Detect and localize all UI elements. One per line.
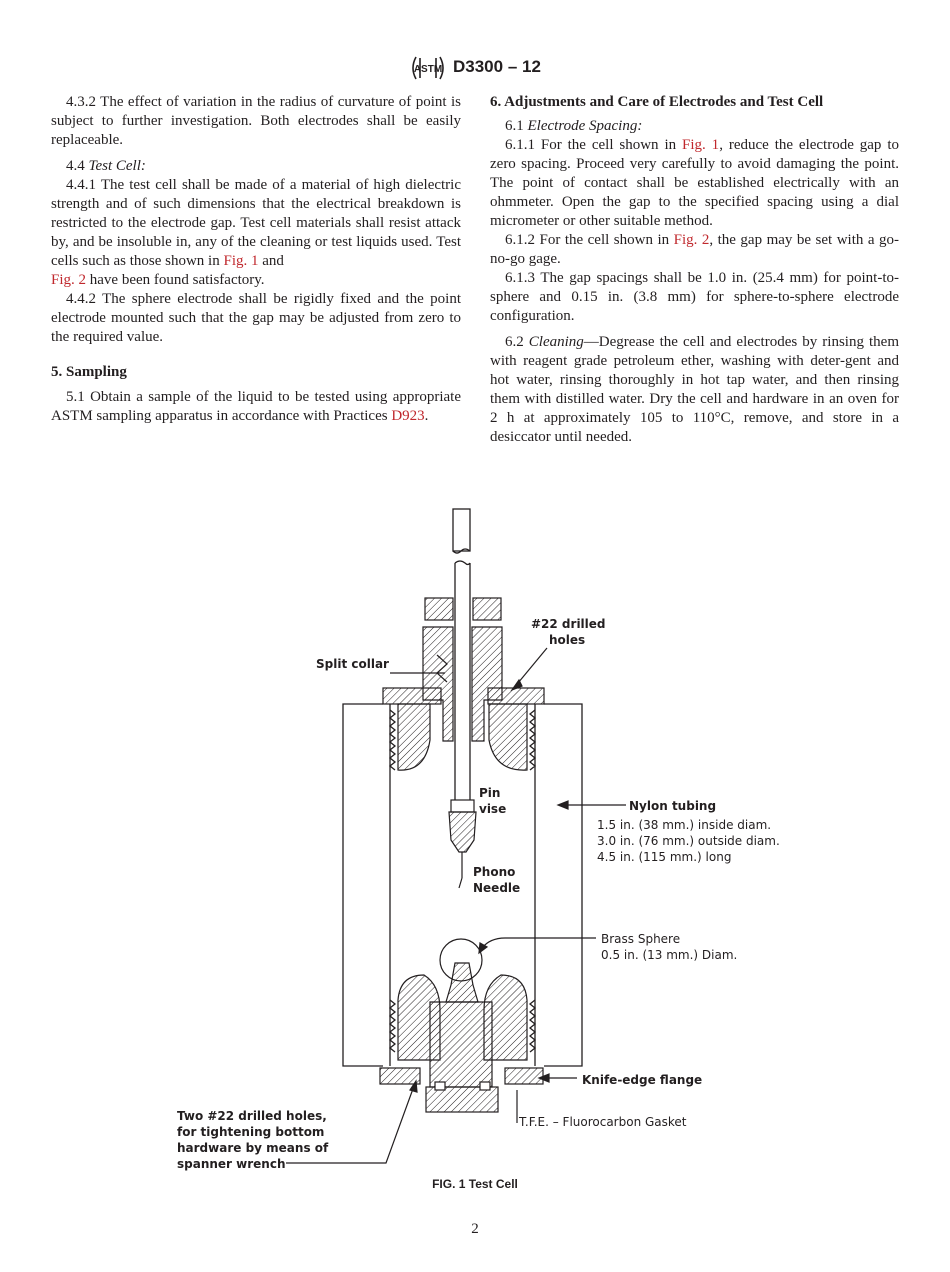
astm-logo-text: ASTM: [413, 64, 443, 75]
paragraph-text: have been found satisfactory.: [86, 272, 265, 288]
top-collar: [423, 598, 502, 741]
paragraph-6-1-3: 6.1.3 The gap spacings shall be 1.0 in. (25.4 mm) for point-to-sphere and 0.15 in. (3.8 mm) for sphere-to-sphere electrode configuration.: [490, 270, 899, 324]
top-flange: [383, 688, 544, 770]
paragraph-6-1: [490, 117, 899, 136]
paragraph-text: —Degrease the cell and electrodes by rinsing them with reagent grade petroleum ether, washing with deter-gent and hot water, rinsing thoroughly in hot tap water, and then rinsing them with distilled water. Dry the cell and hardware in an oven for 2 h at approximately 105 to 110°C, remove, and store in a desiccator until needed.: [490, 334, 899, 445]
bottom-hardware: [380, 975, 543, 1112]
paragraph-text: , the gap may be set with a go-no-go gage.: [490, 232, 900, 267]
paragraph-text: .: [424, 408, 429, 424]
label-knife-edge-flange: Knife-edge flange: [582, 1073, 703, 1087]
section-title: Cleaning: [528, 334, 584, 350]
label-two-holes-3: hardware by means of: [177, 1141, 329, 1155]
astm-logo-icon: [408, 54, 448, 82]
section-number: 4.4: [66, 158, 89, 174]
nylon-tubing: [343, 704, 582, 1066]
label-gasket: T.F.E. – Fluorocarbon Gasket: [519, 1115, 687, 1129]
page-number: 2: [471, 1221, 479, 1237]
label-nylon-inside: 1.5 in. (38 mm.) inside diam.: [597, 818, 772, 832]
label-two-holes-4: spanner wrench: [177, 1157, 286, 1171]
label-drilled-holes-1: #22 drilled: [531, 617, 606, 631]
label-brass-sphere-1: Brass Sphere: [601, 932, 681, 946]
paragraph-4-4-2: 4.4.2 The sphere electrode shall be rigidly fixed and the point electrode mounted such that the gap may be adjusted from zero to the required value.: [51, 291, 461, 345]
left-column: [51, 93, 461, 426]
page-header: [0, 54, 950, 84]
section-title: Electrode Spacing:: [527, 118, 643, 134]
label-drilled-holes-2: holes: [549, 633, 586, 647]
label-phono-needle-1: Phono: [473, 865, 516, 879]
d923-link[interactable]: D923: [391, 408, 425, 424]
section-number: 6.2: [505, 334, 529, 350]
section-5-heading: 5. Sampling: [51, 364, 127, 380]
paragraph-text: 5.1 Obtain a sample of the liquid to be tested using appropriate ASTM sampling apparatus in accordance with Practices: [51, 389, 461, 424]
document-designation: D3300 – 12: [453, 57, 541, 76]
fig-1-link[interactable]: Fig. 1: [223, 253, 259, 269]
paragraph-text: 6.1.1 For the cell shown in: [505, 137, 683, 153]
paragraph-6-1-1: [490, 136, 899, 231]
label-pin-vise-2: vise: [479, 802, 507, 816]
brass-sphere: [440, 939, 482, 1002]
electrode-rod: [453, 509, 470, 800]
paragraph-4-4: [51, 157, 461, 176]
label-nylon-outside: 3.0 in. (76 mm.) outside diam.: [597, 834, 780, 848]
fig-2-link[interactable]: Fig. 2: [51, 272, 87, 288]
section-number: 6.1: [505, 118, 528, 134]
paragraph-text: 4.4.1 The test cell shall be made of a material of high dielectric strength and of such dimensions that the electrical breakdown is restricted to the electrode gap. Test cell materials shall resist attack by, and be insoluble in, any of the cleaning or test liquids used. Test cells such as those shown in: [51, 177, 461, 269]
label-two-holes-1: Two #22 drilled holes,: [177, 1109, 327, 1123]
figure-caption: FIG. 1 Test Cell: [432, 1177, 518, 1191]
label-split-collar: Split collar: [316, 657, 389, 671]
paragraph-text: , reduce the electrode gap to zero spacing. Proceed very carefully to avoid damaging the point. The point of contact shall be established electrically with an ohmmeter. Open the gap to the specified spacing using a dial micrometer or other suitable method.: [490, 137, 899, 229]
label-phono-needle-2: Needle: [473, 881, 521, 895]
section-6-heading: 6. Adjustments and Care of Electrodes and Test Cell: [490, 94, 824, 110]
paragraph-text: 6.1.2 For the cell shown in: [505, 232, 674, 248]
label-pin-vise-1: Pin: [479, 786, 501, 800]
pin-vise: [449, 800, 476, 888]
paragraph-5-1: [51, 388, 461, 426]
paragraph-4-4-1: [51, 176, 461, 290]
paragraph-6-2: [490, 333, 899, 447]
paragraph-6-1-2: [490, 231, 899, 269]
label-nylon-long: 4.5 in. (115 mm.) long: [597, 850, 732, 864]
right-column: [490, 93, 899, 447]
fig-1-link[interactable]: Fig. 1: [682, 137, 720, 153]
label-nylon-tubing: Nylon tubing: [629, 799, 717, 813]
label-brass-sphere-2: 0.5 in. (13 mm.) Diam.: [601, 948, 738, 962]
label-two-holes-2: for tightening bottom: [177, 1125, 325, 1139]
fig-2-link[interactable]: Fig. 2: [673, 232, 710, 248]
paragraph-4-3-2: 4.3.2 The effect of variation in the radius of curvature of point is subject to further investigation. Both electrodes shall be easily replaceable.: [51, 94, 461, 148]
paragraph-text: and: [258, 253, 284, 269]
leader-lines: [286, 648, 626, 1163]
section-title: Test Cell:: [88, 158, 146, 174]
